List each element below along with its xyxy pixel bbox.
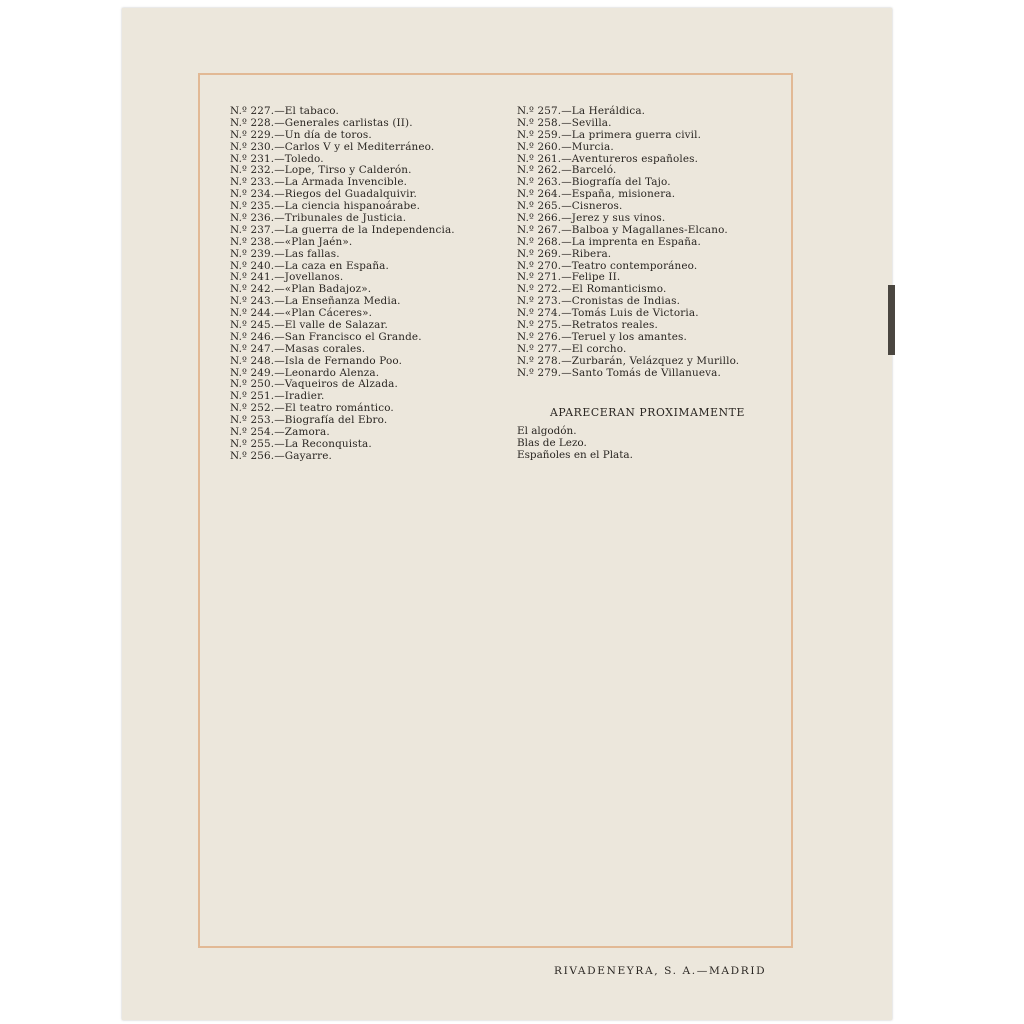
list-item: N.º 234.—Riegos del Guadalquivir. [230,188,418,201]
list-item: N.º 245.—El valle de Salazar. [230,319,388,332]
list-item: N.º 272.—El Romanticismo. [517,283,667,296]
list-item: N.º 258.—Sevilla. [517,116,612,129]
list-item: N.º 247.—Masas corales. [230,342,366,355]
list-item: N.º 241.—Jovellanos. [230,271,344,284]
list-item: N.º 264.—España, misionera. [517,188,676,201]
list-item: N.º 248.—Isla de Fernando Poo. [230,354,403,367]
list-item: N.º 268.—La imprenta en España. [517,235,701,248]
list-item: N.º 266.—Jerez y sus vinos. [517,212,666,225]
list-item: N.º 257.—La Heráldica. [517,105,646,117]
list-item: N.º 254.—Zamora. [230,426,330,439]
list-item: N.º 239.—Las fallas. [230,247,340,260]
list-item: El algodón. [517,425,577,437]
list-item: N.º 250.—Vaqueiros de Alzada. [230,378,398,391]
list-item: N.º 261.—Aventureros españoles. [517,152,699,165]
list-item: N.º 228.—Generales carlistas (II). [230,116,413,129]
list-item: Blas de Lezo. [517,436,587,449]
list-item: N.º 240.—La caza en España. [230,259,389,272]
upcoming-heading: APARECERAN PROXIMAMENTE [550,406,745,419]
list-item: N.º 251.—Iradier. [230,390,325,403]
list-item: N.º 265.—Cisneros. [517,200,623,213]
list-item: N.º 236.—Tribunales de Justicia. [230,212,407,225]
list-item: N.º 277.—El corcho. [517,342,627,355]
list-item: N.º 279.—Santo Tomás de Villanueva. [517,366,721,379]
list-item: Españoles en el Plata. [517,448,633,461]
list-item: N.º 270.—Teatro contemporáneo. [517,259,698,272]
list-item: N.º 269.—Ribera. [517,247,612,260]
publisher-imprint: RIVADENEYRA, S. A.—MADRID [554,965,767,977]
upcoming-list [517,426,633,462]
list-item: N.º 227.—El tabaco. [230,105,339,117]
list-item: N.º 253.—Biografía del Ebro. [230,414,388,427]
list-item: N.º 275.—Retratos reales. [517,319,658,332]
list-item: N.º 249.—Leonardo Alenza. [230,366,380,379]
list-item: N.º 256.—Gayarre. [230,449,332,462]
list-item: N.º 235.—La ciencia hispanoárabe. [230,200,421,213]
list-item: N.º 271.—Felipe II. [517,271,621,284]
list-item: N.º 260.—Murcia. [517,140,614,153]
catalog-list-left [230,106,455,463]
list-item: N.º 252.—El teatro romántico. [230,402,394,415]
list-item: N.º 274.—Tomás Luis de Victoria. [517,307,699,320]
list-item: N.º 276.—Teruel y los amantes. [517,330,687,343]
list-item: N.º 243.—La Enseñanza Media. [230,295,401,308]
list-item: N.º 262.—Barceló. [517,164,617,177]
list-item: N.º 232.—Lope, Tirso y Calderón. [230,164,412,177]
list-item: N.º 267.—Balboa y Magallanes-Elcano. [517,223,728,236]
binding-edge [888,285,895,355]
list-item: N.º 278.—Zurbarán, Velázquez y Murillo. [517,354,740,367]
catalog-list-right [517,106,739,379]
list-item: N.º 263.—Biografía del Tajo. [517,176,671,189]
list-item: N.º 231.—Toledo. [230,152,324,165]
list-item: N.º 230.—Carlos V y el Mediterráneo. [230,140,435,153]
list-item: N.º 246.—San Francisco el Grande. [230,330,422,343]
list-item: N.º 244.—«Plan Cáceres». [230,307,373,320]
list-item: N.º 242.—«Plan Badajoz». [230,283,372,296]
list-item: N.º 233.—La Armada Invencible. [230,176,408,189]
list-item: N.º 273.—Cronistas de Indias. [517,295,681,308]
list-item: N.º 229.—Un día de toros. [230,128,372,141]
list-item: N.º 259.—La primera guerra civil. [517,128,702,141]
list-item: N.º 255.—La Reconquista. [230,437,372,450]
list-item: N.º 237.—La guerra de la Independencia. [230,223,455,236]
list-item: N.º 238.—«Plan Jaén». [230,235,353,248]
